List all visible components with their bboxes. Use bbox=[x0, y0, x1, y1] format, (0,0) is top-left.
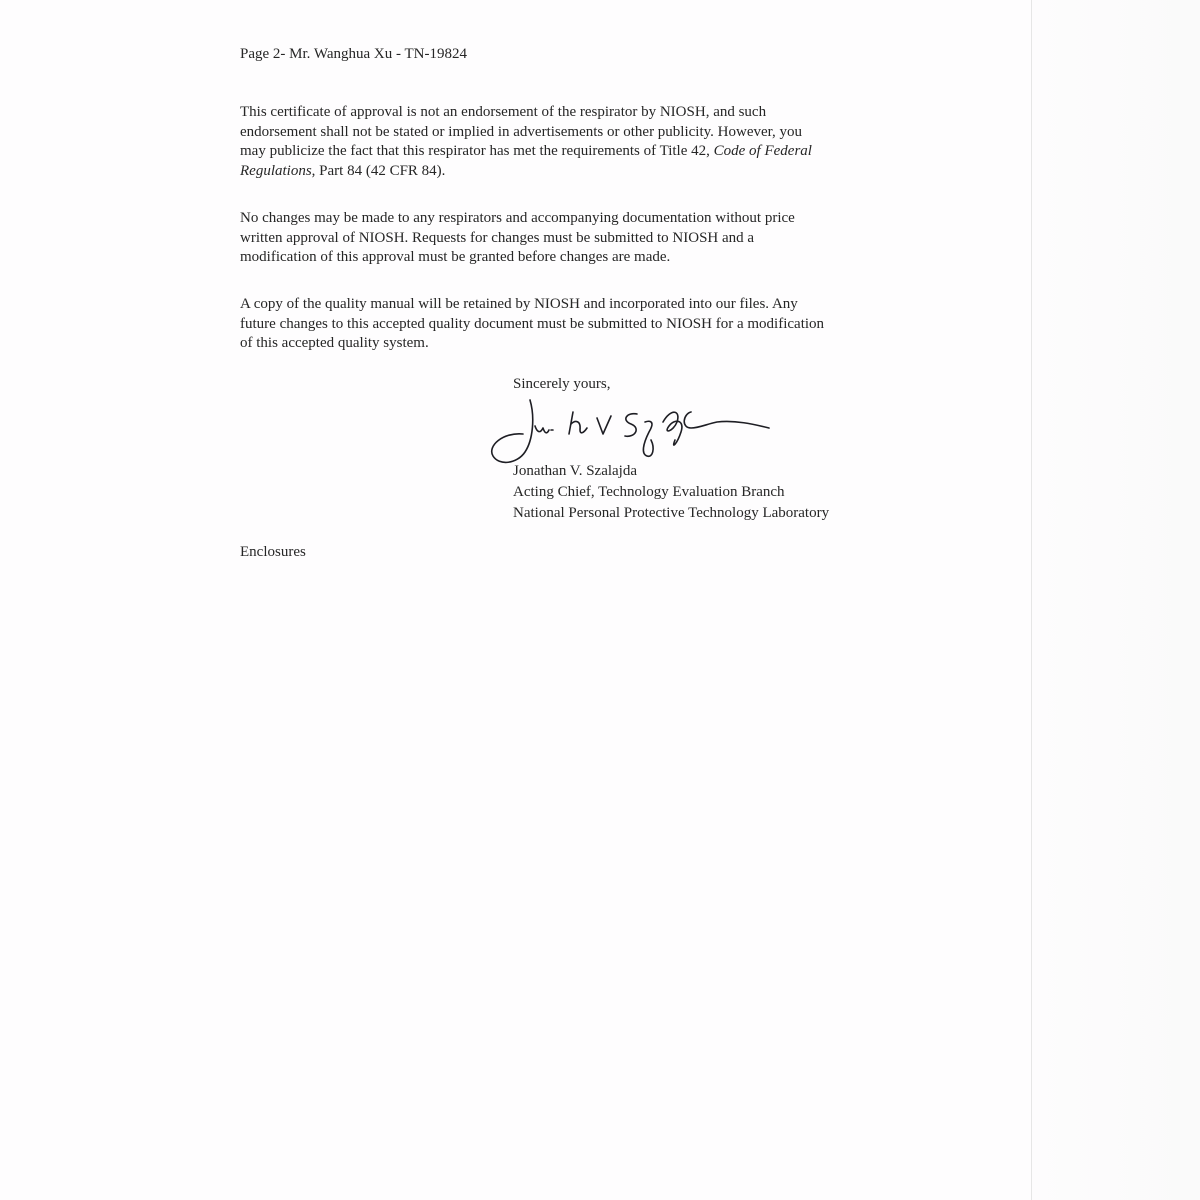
enclosures-note: Enclosures bbox=[240, 544, 306, 560]
paragraph-line: written approval of NIOSH. Requests for changes must be submitted to NIOSH and a bbox=[240, 229, 755, 246]
signatory-name: Jonathan V. Szalajda bbox=[513, 463, 638, 479]
scan-margin bbox=[1031, 0, 1200, 1200]
paragraph-quality-manual bbox=[240, 295, 960, 354]
regulation-title-italic: Code of Federal bbox=[713, 143, 812, 159]
closing-salutation: Sincerely yours, bbox=[513, 376, 611, 392]
page-header bbox=[240, 45, 960, 65]
signatory-title: Acting Chief, Technology Evaluation Branch bbox=[513, 484, 785, 500]
paragraph-line bbox=[240, 142, 960, 162]
paragraph-endorsement bbox=[240, 103, 960, 181]
signatory-organization: National Personal Protective Technology Laboratory bbox=[513, 505, 830, 521]
paragraph-line: endorsement shall not be stated or implied in advertisements or other publicity. However, you bbox=[240, 123, 803, 140]
paragraph-line-text: may publicize the fact that this respirator has met the requirements of Title 42, bbox=[240, 143, 714, 159]
paragraph-line-text: , Part 84 (42 CFR 84). bbox=[311, 162, 446, 179]
paragraph-line: A copy of the quality manual will be retained by NIOSH and incorporated into our files. Any bbox=[240, 296, 798, 312]
paragraph-line: This certificate of approval is not an endorsement of the respirator by NIOSH, and such bbox=[240, 104, 767, 120]
page-header-text: Page 2- Mr. Wanghua Xu - TN-19824 bbox=[240, 46, 467, 62]
paragraph-line: modification of this approval must be granted before changes are made. bbox=[240, 249, 671, 265]
paragraph-line: future changes to this accepted quality document must be submitted to NIOSH for a modification bbox=[240, 315, 825, 332]
paragraph-line: of this accepted quality system. bbox=[240, 335, 429, 351]
paragraph-changes bbox=[240, 209, 960, 268]
regulation-title-italic: Regulations bbox=[240, 162, 312, 179]
signature-block bbox=[513, 461, 829, 524]
paragraph-line bbox=[240, 162, 960, 182]
paragraph-line: No changes may be made to any respirators and accompanying documentation without price bbox=[240, 210, 795, 226]
